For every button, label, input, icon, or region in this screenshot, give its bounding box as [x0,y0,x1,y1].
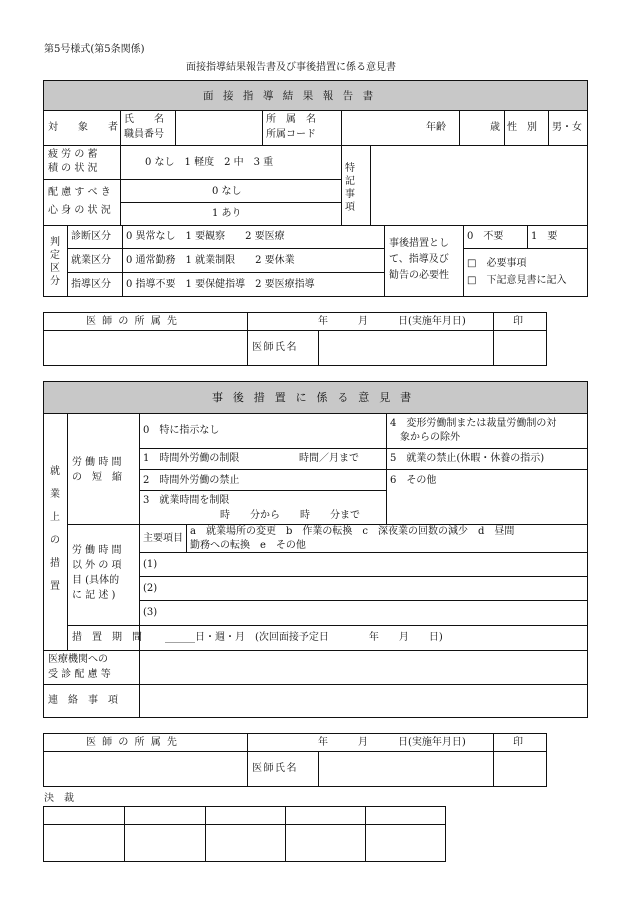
option-1[interactable]: 1 時間外労働の制限 [143,453,240,464]
special-notes-label: 特記事項 [345,163,355,213]
seal-label-1: 印 [513,316,523,327]
seal-label-2: 印 [513,737,523,748]
department-code-label: 所属コード [266,129,316,140]
age-unit: 歳 [490,122,500,133]
name-label: 氏 名 [124,114,164,125]
other-items-label-1: 労 働 時 間 [72,545,122,556]
approval-stamp-cell[interactable] [44,825,124,861]
care-label-1: 配 慮 す べ き [48,187,111,198]
guidance-label: 指導区分 [71,279,111,290]
work-options[interactable]: 0 通常勤務 1 就業制限 2 要休業 [126,255,295,266]
care-option-yes[interactable]: 1 あり [212,208,242,219]
guidance-options[interactable]: 0 指導不要 1 要保健指導 2 要医療指導 [126,279,315,290]
hours-reduction-label-1: 労 働 時 間 [72,457,122,468]
fatigue-options[interactable]: 0 なし 1 軽度 2 中 3 重 [145,157,274,168]
diagnosis-label: 診断区分 [71,231,111,242]
main-items-line-1: a 就業場所の変更 b 作業の転換 c 深夜業の回数の減少 d 昼間 [190,526,515,537]
doctor-name-label-2: 医師氏名 [252,763,298,774]
doctor-name-field-2[interactable] [319,752,492,786]
exam-date-label-1: 年 月 日(実施年月日) [318,316,466,327]
staff-number-label: 職員番号 [124,129,164,140]
medical-consideration-label-1: 医療機関への [48,654,108,665]
need-option-no[interactable]: 0 不要 [467,231,504,242]
document-title: 面接指導結果報告書及び事後措置に係る意見書 [186,62,396,73]
judgment-label: 判定区分 [50,237,60,287]
item-2-field[interactable] [165,577,587,599]
other-items-label-3: 目 (具体的 [72,575,120,586]
fatigue-label-2: 積 の 状 況 [48,163,98,174]
contact-field[interactable] [140,685,587,717]
name-field[interactable] [176,111,261,144]
need-checkbox-required-items[interactable]: □ 必要事項 [467,258,527,269]
medical-consideration-field[interactable] [140,651,587,683]
sex-options[interactable]: 男・女 [552,122,582,133]
option-4-line-2: 象からの除外 [400,432,460,443]
approval-stamp-cell[interactable] [286,825,365,861]
department-field[interactable] [342,111,422,144]
item-3-field[interactable] [165,601,587,624]
followup-need-label-2: て、指導及び [389,254,449,265]
doctor-affiliation-label-2: 医 師 の 所 属 先 [86,737,179,748]
opinion-header: 事後措置に係る意見書 [212,391,421,404]
form-number: 第5号様式(第5条関係) [44,44,145,55]
approval-stamp-cell[interactable] [206,825,285,861]
followup-need-label-1: 事後措置とし [389,238,449,249]
medical-consideration-label-2: 受 診 配 慮 等 [48,669,111,680]
followup-need-label-3: 勧告の必要性 [389,270,449,281]
special-notes-field[interactable] [371,146,587,224]
department-label: 所 属 名 [266,114,316,125]
item-1-label: (1) [143,559,158,570]
subject-label: 対 象 者 [48,122,123,133]
main-items-line-2: 勤務への転換 e その他 [190,540,306,551]
need-option-yes[interactable]: 1 要 [531,231,558,242]
diagnosis-options[interactable]: 0 異常なし 1 要観察 2 要医療 [126,231,285,242]
option-5[interactable]: 5 就業の禁止(休暇・休養の指示) [390,453,545,464]
approval-label: 決 裁 [44,793,74,804]
option-6[interactable]: 6 その他 [390,475,437,486]
doctor-affiliation-field-2[interactable] [44,752,246,786]
age-label: 年齢 [426,122,446,133]
option-4-line-1[interactable]: 4 変形労働制または裁量労働制の対 [390,418,557,429]
option-3[interactable]: 3 就業時間を制限 [143,495,230,506]
item-2-label: (2) [143,583,158,594]
item-3-label: (3) [143,607,158,618]
main-items-label: 主要項目 [143,533,183,544]
hours-reduction-label-2: の 短 縮 [72,472,122,483]
doctor-affiliation-label-1: 医 師 の 所 属 先 [86,316,179,327]
other-items-label-4: に 記 述 ) [72,590,116,601]
measure-period-label: 措 置 期 間 [72,632,142,643]
sex-label: 性 別 [507,122,537,133]
care-label-2: 心 身 の 状 況 [48,205,111,216]
option-0[interactable]: 0 特に指示なし [143,425,220,436]
doctor-affiliation-field-1[interactable] [44,331,246,365]
approval-stamp-cell[interactable] [366,825,445,861]
need-checkbox-opinion[interactable]: □ 下記意見書に記入 [467,275,567,286]
option-1-unit: 時間／月まで [299,453,359,464]
exam-date-label-2: 年 月 日(実施年月日) [318,737,466,748]
fatigue-label-1: 疲 労 の 蓄 [48,149,98,160]
work-label: 就業区分 [71,255,111,266]
item-1-field[interactable] [165,553,587,575]
option-2[interactable]: 2 時間外労働の禁止 [143,475,240,486]
doctor-name-field-1[interactable] [319,331,492,365]
employment-measures-label: 就業上の措置 [50,466,60,592]
measure-period-value[interactable]: ______日・週・月 (次回面接予定日 年 月 日) [165,632,443,643]
option-3-time: 時 分から 時 分まで [220,510,360,521]
approval-stamp-cell[interactable] [125,825,205,861]
report-header: 面接指導結果報告書 [203,90,383,102]
contact-label: 連 絡 事 項 [48,695,118,706]
care-option-none[interactable]: 0 なし [212,186,242,197]
doctor-name-label-1: 医師氏名 [252,342,298,353]
other-items-label-2: 以 外 の 項 [72,560,122,571]
